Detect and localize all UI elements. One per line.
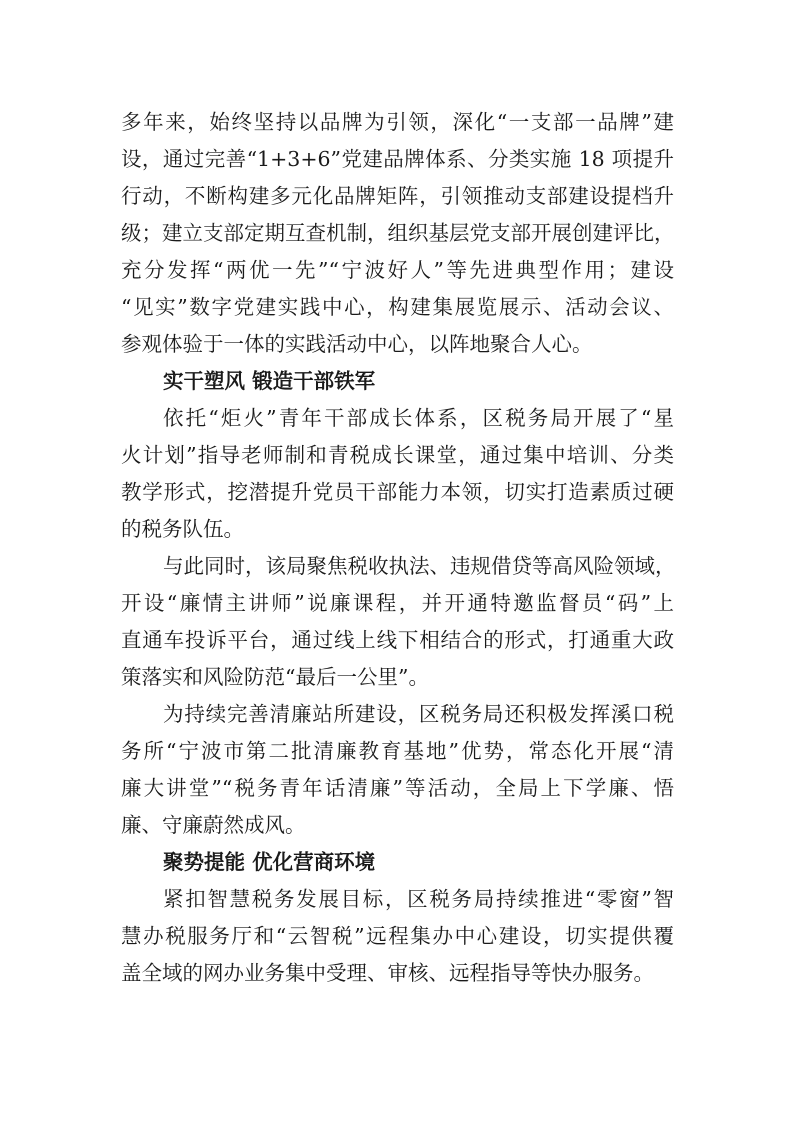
text-line: 火计划”指导老师制和青税成长课堂，通过集中培训、分类	[121, 443, 674, 467]
text-line: 依托“炬火”青年干部成长体系，区税务局开展了“星	[163, 406, 674, 430]
text-line: 参观体验于一体的实践活动中心，以阵地聚合人心。	[121, 332, 593, 356]
text-line: 教学形式，挖潜提升党员干部能力本领，切实打造素质过硬	[121, 480, 674, 504]
text-line: 紧扣智慧税务发展目标，区税务局持续推进“零窗”智	[163, 887, 674, 911]
text-line: 多年来，始终坚持以品牌为引领，深化“一支部一品牌”建	[121, 110, 674, 134]
paragraph-clean-station	[121, 696, 674, 844]
text-line: 与此同时，该局聚焦税收执法、违规借贷等高风险领域，	[163, 554, 676, 578]
text-line: 开设“廉情主讲师”说廉课程，并开通特邀监督员“码”上	[121, 591, 674, 615]
text-line: 的税务队伍。	[121, 517, 244, 541]
paragraph-party-brand	[121, 104, 674, 363]
document-page	[121, 104, 674, 992]
text-line: 廉大讲堂”“税务青年话清廉”等活动，全局上下学廉、悟	[121, 776, 674, 800]
text-line: 直通车投诉平台，通过线上线下相结合的形式，打通重大政	[121, 628, 674, 652]
text-line: 设，通过完善“1+3+6”党建品牌体系、分类实施 18 项提升	[121, 147, 674, 171]
text-line: 盖全域的网办业务集中受理、审核、远程指导等快办服务。	[121, 961, 654, 985]
section-heading: 实干塑风 锻造干部铁军	[163, 369, 376, 393]
text-line: “见实”数字党建实践中心，构建集展览展示、活动会议、	[121, 295, 674, 319]
text-line: 行动，不断构建多元化品牌矩阵，引领推动支部建设提档升	[121, 184, 674, 208]
paragraph-smart-tax	[121, 881, 674, 992]
text-line: 慧办税服务厅和“云智税”远程集办中心建设，切实提供覆	[121, 924, 674, 948]
text-line: 廉、守廉蔚然成风。	[121, 813, 306, 837]
section-heading: 聚势提能 优化营商环境	[163, 850, 376, 874]
paragraph-risk-supervision	[121, 548, 674, 696]
text-line: 策落实和风险防范“最后一公里”。	[121, 665, 429, 689]
text-line: 为持续完善清廉站所建设，区税务局还积极发挥溪口税	[163, 702, 674, 726]
paragraph-youth-cadre	[121, 400, 674, 548]
text-line: 级；建立支部定期互查机制，组织基层党支部开展创建评比，	[121, 221, 675, 245]
text-line: 充分发挥“两优一先”“宁波好人”等先进典型作用；建设	[121, 258, 674, 282]
text-line: 务所“宁波市第二批清廉教育基地”优势，常态化开展“清	[121, 739, 674, 763]
